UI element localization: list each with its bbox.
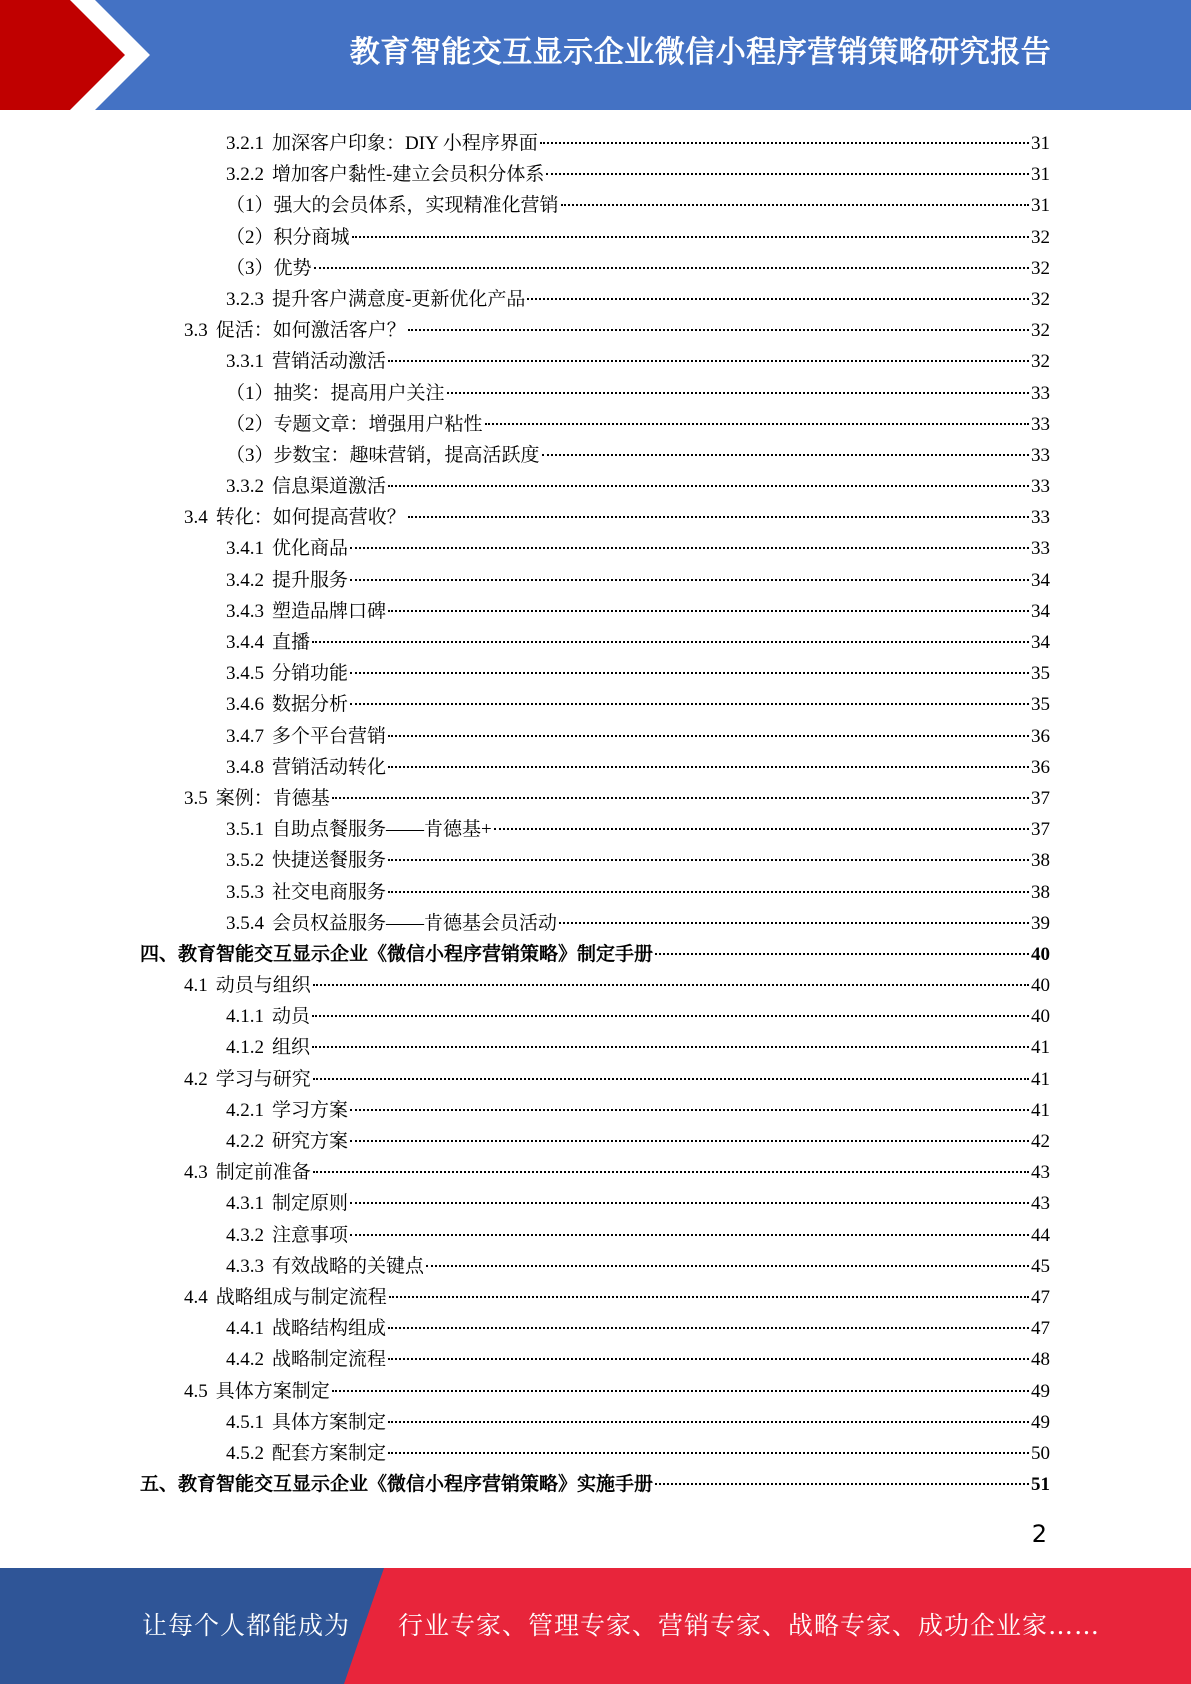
toc-entry-number: 3.3 <box>184 320 208 342</box>
toc-entry-title: 注意事项 <box>272 1224 349 1246</box>
toc-entry[interactable] <box>140 346 1050 377</box>
toc-dot-leader <box>561 204 1029 206</box>
toc-entry[interactable] <box>140 877 1050 908</box>
toc-entry-page: 32 <box>1031 288 1050 310</box>
toc-entry[interactable] <box>140 409 1050 440</box>
toc-entry-number: 3.2.3 <box>226 288 264 310</box>
toc-entry-page: 41 <box>1031 1099 1050 1121</box>
toc-dot-leader <box>388 859 1029 861</box>
toc-entry-page: 32 <box>1031 226 1050 248</box>
toc-dot-leader <box>350 1140 1029 1142</box>
toc-entry-number: 4.2.2 <box>226 1131 264 1152</box>
toc-entry[interactable] <box>140 658 1050 689</box>
toc-entry-title: （2）积分商城 <box>226 226 350 248</box>
toc-entry-number: 4.4 <box>184 1286 208 1308</box>
toc-entry-page: 32 <box>1031 320 1050 342</box>
document-title: 教育智能交互显示企业微信小程序营销策略研究报告 <box>349 35 1052 70</box>
toc-entry-title: 战略制定流程 <box>272 1349 387 1371</box>
toc-entry-number: 3.4.5 <box>226 663 264 685</box>
toc-entry-page: 31 <box>1031 195 1050 217</box>
toc-entry-page: 31 <box>1031 164 1050 186</box>
toc-entry-title: （1）强大的会员体系，实现精准化营销 <box>226 195 559 217</box>
toc-entry[interactable] <box>140 596 1050 627</box>
toc-dot-leader <box>388 1452 1029 1454</box>
toc-dot-leader <box>408 516 1029 518</box>
toc-dot-leader <box>546 173 1029 175</box>
toc-entry-title: 加深客户印象：DIY 小程序界面 <box>272 133 538 154</box>
toc-entry-page: 33 <box>1031 507 1050 529</box>
toc-dot-leader <box>313 984 1029 986</box>
toc-entry-number: 4.3.3 <box>226 1255 264 1277</box>
toc-entry-title: （1）抽奖：提高用户关注 <box>226 382 445 404</box>
toc-entry[interactable] <box>140 378 1050 409</box>
toc-entry[interactable] <box>140 1251 1050 1282</box>
toc-dot-leader <box>447 392 1029 394</box>
toc-entry-title: （3）优势 <box>226 257 312 279</box>
toc-entry-number: 4.5 <box>184 1380 208 1402</box>
toc-entry-title: 四、教育智能交互显示企业《微信小程序营销策略》制定手册 <box>140 943 654 965</box>
toc-entry-number: 3.5.3 <box>226 881 264 903</box>
toc-dot-leader <box>350 672 1029 674</box>
toc-entry[interactable] <box>140 814 1050 845</box>
toc-entry-page: 49 <box>1031 1380 1050 1402</box>
toc-dot-leader <box>559 922 1029 924</box>
toc-dot-leader <box>494 828 1029 830</box>
toc-dot-leader <box>312 641 1029 643</box>
toc-entry-number: 4.3 <box>184 1162 208 1184</box>
toc-entry[interactable] <box>140 253 1050 284</box>
toc-entry-page: 34 <box>1031 600 1050 622</box>
toc-entry-title: 数据分析 <box>272 694 349 716</box>
toc-dot-leader <box>388 766 1029 768</box>
toc-entry-title: 战略组成与制定流程 <box>215 1286 387 1308</box>
toc-entry[interactable] <box>140 159 1050 190</box>
toc-entry-page: 32 <box>1031 257 1050 279</box>
toc-entry-page: 41 <box>1031 1068 1050 1090</box>
toc-entry-title: 信息渠道激活 <box>272 476 387 498</box>
toc-entry-number: 3.2.2 <box>226 164 264 186</box>
toc-entry-title: 配套方案制定 <box>272 1442 387 1464</box>
toc-entry[interactable] <box>140 783 1050 814</box>
toc-entry[interactable] <box>140 970 1050 1001</box>
toc-dot-leader <box>527 298 1029 300</box>
toc-dot-leader <box>313 1078 1029 1080</box>
toc-entry[interactable] <box>140 752 1050 783</box>
toc-entry-title: 制定前准备 <box>215 1162 311 1184</box>
toc-dot-leader <box>350 1109 1029 1111</box>
toc-entry[interactable] <box>140 627 1050 658</box>
toc-entry-title: 案例：肯德基 <box>215 787 330 809</box>
toc-entry-number: 4.1.1 <box>226 1006 264 1028</box>
toc-entry[interactable] <box>140 689 1050 720</box>
toc-entry-number: 3.4.3 <box>226 600 264 622</box>
toc-entry-title: 快捷送餐服务 <box>272 850 387 872</box>
toc-entry-page: 45 <box>1031 1255 1050 1277</box>
toc-entry-number: 4.1 <box>184 975 208 997</box>
toc-entry-number: 3.5.1 <box>226 819 264 841</box>
toc-entry-title: 社交电商服务 <box>272 881 387 903</box>
toc-entry-page: 38 <box>1031 881 1050 903</box>
toc-entry[interactable] <box>140 440 1050 471</box>
toc-dot-leader <box>350 547 1029 549</box>
toc-dot-leader <box>352 236 1029 238</box>
toc-entry-title: 多个平台营销 <box>272 725 387 747</box>
toc-entry-number: 3.2.1 <box>226 133 264 154</box>
toc-dot-leader <box>388 1421 1029 1423</box>
toc-entry-title: 具体方案制定 <box>272 1411 387 1433</box>
toc-entry[interactable] <box>140 284 1050 315</box>
toc-entry[interactable] <box>140 1469 1050 1500</box>
toc-entry[interactable] <box>140 939 1050 970</box>
toc-entry-page: 40 <box>1031 975 1050 997</box>
toc-entry[interactable] <box>140 1095 1050 1126</box>
toc-entry[interactable] <box>140 565 1050 596</box>
toc-entry-title: 转化：如何提高营收？ <box>215 507 406 529</box>
toc-entry-page: 38 <box>1031 850 1050 872</box>
toc-entry-page: 43 <box>1031 1162 1050 1184</box>
toc-entry-number: 3.5.2 <box>226 850 264 872</box>
toc-dot-leader <box>388 735 1029 737</box>
toc-dot-leader <box>350 1202 1029 1204</box>
toc-dot-leader <box>312 1015 1029 1017</box>
toc-dot-leader <box>332 1390 1029 1392</box>
footer-slogan-left: 让每个人都能成为 <box>142 1611 351 1640</box>
toc-entry[interactable] <box>140 1344 1050 1375</box>
toc-entry-number: 4.5.1 <box>226 1411 264 1433</box>
toc-entry-number: 4.5.2 <box>226 1442 264 1464</box>
toc-entry-page: 40 <box>1031 943 1050 965</box>
toc-dot-leader <box>388 1327 1029 1329</box>
toc-entry-page: 47 <box>1031 1286 1050 1308</box>
table-of-contents <box>140 128 1050 1500</box>
toc-entry-title: 研究方案 <box>272 1131 349 1152</box>
toc-entry[interactable] <box>140 1407 1050 1438</box>
toc-entry-title: 营销活动转化 <box>272 756 387 778</box>
toc-entry-page: 49 <box>1031 1411 1050 1433</box>
toc-entry-page: 42 <box>1031 1131 1050 1152</box>
toc-entry-number: 4.3.2 <box>226 1224 264 1246</box>
toc-entry-number: 3.3.2 <box>226 476 264 498</box>
toc-entry[interactable] <box>140 502 1050 533</box>
toc-entry[interactable] <box>140 1001 1050 1032</box>
toc-entry-title: 五、教育智能交互显示企业《微信小程序营销策略》实施手册 <box>140 1474 654 1496</box>
toc-entry-title: 制定原则 <box>272 1193 349 1215</box>
toc-entry-number: 3.3.1 <box>226 351 264 373</box>
toc-entry-page: 43 <box>1031 1193 1050 1215</box>
toc-entry-title: 战略结构组成 <box>272 1318 387 1340</box>
toc-dot-leader <box>312 1046 1029 1048</box>
toc-entry[interactable] <box>140 1157 1050 1188</box>
toc-dot-leader <box>332 797 1029 799</box>
toc-entry-page: 48 <box>1031 1349 1050 1371</box>
toc-dot-leader <box>408 329 1029 331</box>
toc-entry[interactable] <box>140 908 1050 939</box>
toc-entry-number: 3.5.4 <box>226 912 264 934</box>
toc-dot-leader <box>542 454 1029 456</box>
toc-entry-number: 3.4 <box>184 507 208 529</box>
toc-entry-page: 31 <box>1031 133 1050 154</box>
toc-entry-page: 36 <box>1031 756 1050 778</box>
toc-entry-number: 3.4.7 <box>226 725 264 747</box>
toc-entry[interactable] <box>140 1438 1050 1469</box>
toc-entry-page: 40 <box>1031 1006 1050 1028</box>
toc-entry-number: 3.4.4 <box>226 632 264 653</box>
toc-entry-title: （2）专题文章：增强用户粘性 <box>226 413 483 435</box>
toc-entry-page: 37 <box>1031 819 1050 841</box>
toc-entry[interactable] <box>140 1220 1050 1251</box>
toc-entry-number: 4.2 <box>184 1068 208 1090</box>
toc-dot-leader <box>388 891 1029 893</box>
toc-entry-number: 3.5 <box>184 787 208 809</box>
toc-entry-title: 学习方案 <box>272 1099 349 1121</box>
toc-entry-page: 32 <box>1031 351 1050 373</box>
header-banner <box>0 0 1191 110</box>
footer-banner <box>0 1568 1191 1684</box>
toc-dot-leader <box>426 1265 1029 1267</box>
toc-entry-number: 4.1.2 <box>226 1037 264 1059</box>
toc-entry-number: 4.4.1 <box>226 1318 264 1340</box>
toc-entry-title: 提升客户满意度-更新优化产品 <box>272 288 526 310</box>
toc-entry-title: 直播 <box>272 632 311 653</box>
toc-entry-page: 35 <box>1031 694 1050 716</box>
toc-entry-title: 动员 <box>272 1006 311 1028</box>
toc-dot-leader <box>655 1483 1029 1485</box>
toc-entry-page: 33 <box>1031 538 1050 560</box>
toc-dot-leader <box>350 703 1029 705</box>
toc-dot-leader <box>313 1171 1029 1173</box>
toc-entry-number: 4.4.2 <box>226 1349 264 1371</box>
toc-entry-page: 34 <box>1031 632 1050 653</box>
toc-dot-leader <box>485 423 1029 425</box>
toc-entry-number: 3.4.1 <box>226 538 264 560</box>
toc-dot-leader <box>388 485 1029 487</box>
toc-entry-number: 3.4.2 <box>226 569 264 591</box>
toc-entry[interactable] <box>140 128 1050 159</box>
toc-entry[interactable] <box>140 315 1050 346</box>
toc-dot-leader <box>388 1358 1029 1360</box>
toc-entry-page: 35 <box>1031 663 1050 685</box>
toc-entry-title: 增加客户黏性-建立会员积分体系 <box>272 164 545 186</box>
toc-dot-leader <box>350 1234 1029 1236</box>
toc-entry-page: 50 <box>1031 1442 1050 1464</box>
toc-entry-title: 会员权益服务——肯德基会员活动 <box>272 912 558 934</box>
toc-entry[interactable] <box>140 1032 1050 1063</box>
toc-entry-title: （3）步数宝：趣味营销，提高活跃度 <box>226 444 540 466</box>
toc-dot-leader <box>540 142 1029 144</box>
toc-entry[interactable] <box>140 471 1050 502</box>
toc-entry-title: 塑造品牌口碑 <box>272 600 387 622</box>
toc-entry-number: 4.3.1 <box>226 1193 264 1215</box>
toc-entry-title: 组织 <box>272 1037 311 1059</box>
toc-entry[interactable] <box>140 190 1050 221</box>
toc-entry[interactable] <box>140 1126 1050 1157</box>
toc-entry-page: 39 <box>1031 912 1050 934</box>
toc-entry-page: 41 <box>1031 1037 1050 1059</box>
toc-entry[interactable] <box>140 1376 1050 1407</box>
toc-entry[interactable] <box>140 1282 1050 1313</box>
toc-entry-number: 4.2.1 <box>226 1099 264 1121</box>
toc-entry[interactable] <box>140 1313 1050 1344</box>
toc-entry-page: 44 <box>1031 1224 1050 1246</box>
toc-entry-title: 促活：如何激活客户？ <box>215 320 406 342</box>
toc-entry[interactable] <box>140 721 1050 752</box>
toc-entry-page: 37 <box>1031 787 1050 809</box>
toc-entry[interactable] <box>140 222 1050 253</box>
toc-entry-title: 学习与研究 <box>215 1068 311 1090</box>
toc-entry-title: 营销活动激活 <box>272 351 387 373</box>
toc-entry-page: 47 <box>1031 1318 1050 1340</box>
toc-entry-title: 具体方案制定 <box>215 1380 330 1402</box>
toc-entry-page: 33 <box>1031 476 1050 498</box>
toc-entry-page: 34 <box>1031 569 1050 591</box>
toc-entry[interactable] <box>140 533 1050 564</box>
toc-entry-title: 分销功能 <box>272 663 349 685</box>
toc-dot-leader <box>350 579 1029 581</box>
toc-entry-title: 有效战略的关键点 <box>272 1255 425 1277</box>
toc-entry-page: 33 <box>1031 413 1050 435</box>
toc-dot-leader <box>388 360 1029 362</box>
toc-entry-page: 33 <box>1031 444 1050 466</box>
toc-entry-title: 优化商品 <box>272 538 349 560</box>
page-number: 2 <box>1031 1520 1047 1548</box>
toc-entry-page: 51 <box>1031 1474 1050 1496</box>
toc-entry-number: 3.4.6 <box>226 694 264 716</box>
toc-entry-number: 3.4.8 <box>226 756 264 778</box>
toc-entry-title: 自助点餐服务——肯德基+ <box>272 819 492 841</box>
toc-entry-page: 36 <box>1031 725 1050 747</box>
toc-entry[interactable] <box>140 1188 1050 1219</box>
toc-dot-leader <box>388 610 1029 612</box>
footer-slogan-right: 行业专家、管理专家、营销专家、战略专家、成功企业家…… <box>398 1611 1101 1640</box>
toc-entry-title: 动员与组织 <box>215 975 311 997</box>
toc-dot-leader <box>314 267 1029 269</box>
toc-entry[interactable] <box>140 1064 1050 1095</box>
toc-entry[interactable] <box>140 845 1050 876</box>
toc-dot-leader <box>389 1296 1029 1298</box>
toc-entry-page: 33 <box>1031 382 1050 404</box>
toc-dot-leader <box>655 953 1029 955</box>
toc-entry-title: 提升服务 <box>272 569 349 591</box>
